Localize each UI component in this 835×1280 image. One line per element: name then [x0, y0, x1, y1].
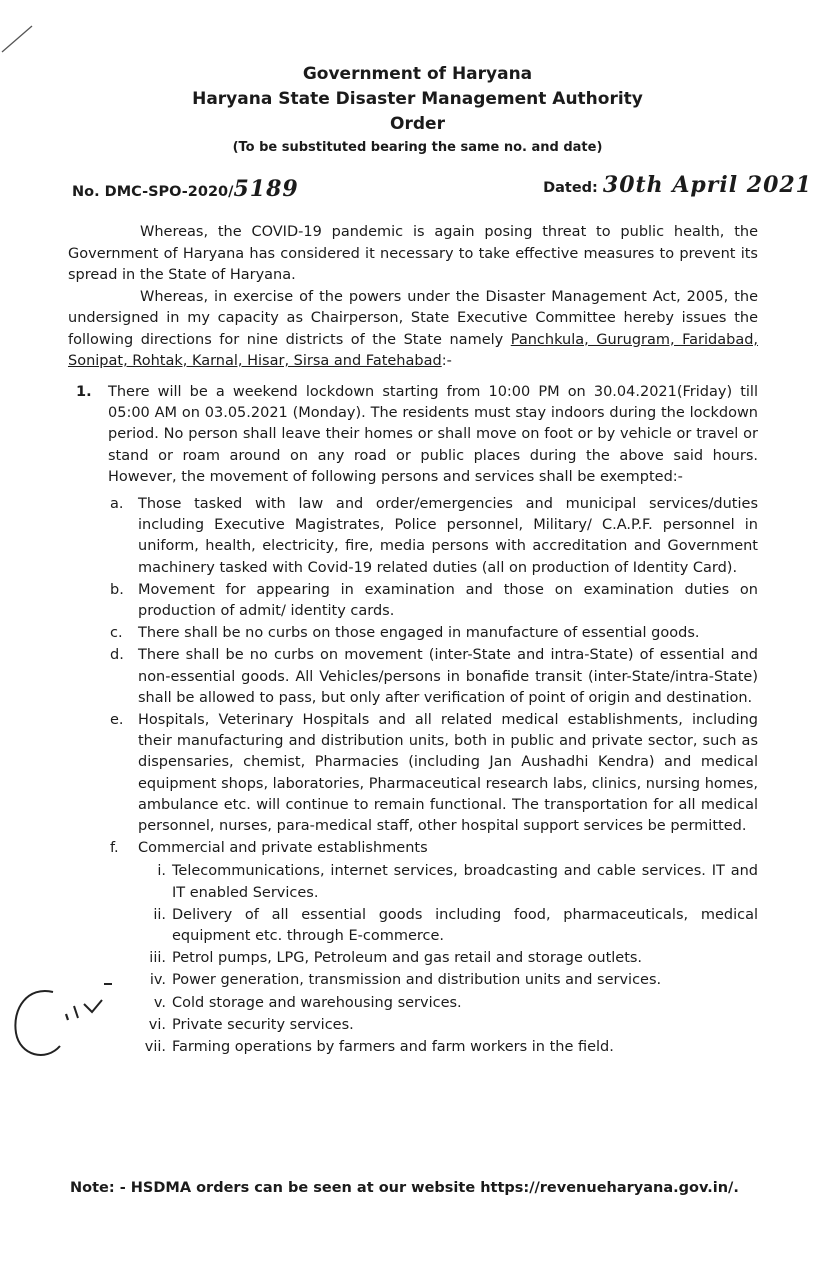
point-text: There will be a weekend lockdown starting from 10:00 PM on 30.04.2021(Friday) till 05:00 AM on 03.05.2021 (Monday). The residents must stay indoors during the lockdown period. No person shall leave their homes or shall move on foot or by vehicle or travel or stand or roam around on any road or public places during the above said hours. However, the movement of following persons and services shall be exempted:- — [108, 384, 758, 485]
roman-number: iv. — [149, 972, 166, 989]
district-list: Panchkula, Gurugram, Faridabad, Sonipat, Rohtak, Karnal, Hisar, Sirsa and Fatehabad — [68, 331, 759, 369]
list-item — [76, 623, 758, 644]
govt-title: Government of Haryana — [302, 64, 533, 84]
item-text: Those tasked with law and order/emergencies and municipal services/duties including Executive Magistrates, Police personnel, Military/ C.A.P.F. personnel in uniform, health, electricity, fire, media persons with accreditation and Government machinery tasked with Covid-19 related duties (all on production of Identity Card). — [138, 496, 758, 576]
item-text: There shall be no curbs on movement (inter-State and intra-State) of essential and non-essential goods. All Vehicles/persons in bonafide transit (inter-State/intra-State) shall be allowed to pass, but only after verification of point of origin and destination. — [138, 647, 758, 706]
roman-number: v. — [153, 994, 166, 1011]
item-letter: d. — [110, 647, 124, 664]
roman-text: Cold storage and warehousing services. — [172, 994, 462, 1011]
exemption-list — [76, 494, 758, 1058]
item-letter: c. — [110, 625, 123, 642]
item-text: There shall be no curbs on those engaged in manufacture of essential goods. — [138, 625, 700, 642]
roman-number: iii. — [149, 950, 166, 967]
item-letter: f. — [110, 840, 119, 857]
roman-item — [138, 970, 758, 991]
roman-text: Delivery of all essential goods including food, pharmaceuticals, medical equipment etc. through E-commerce. — [172, 906, 758, 945]
list-item — [76, 580, 758, 622]
list-item — [76, 494, 758, 579]
item-text: Commercial and private establishments — [138, 840, 428, 857]
roman-item — [138, 905, 758, 947]
order-header — [0, 62, 835, 159]
item-text: Movement for appearing in examination and those on examination duties on production of admit/ identity cards. — [138, 581, 758, 620]
handwritten-initials — [8, 978, 128, 1068]
roman-item — [138, 948, 758, 969]
order-date — [543, 172, 812, 198]
roman-item — [138, 1037, 758, 1058]
order-subtitle: (To be substituted bearing the same no. and date) — [232, 140, 603, 155]
reference-line — [72, 172, 812, 202]
order-number — [72, 176, 299, 202]
item-letter: e. — [110, 712, 124, 729]
roman-item — [138, 861, 758, 903]
paragraph-2-text: Whereas, in exercise of the powers under the Disaster Management Act, 2005, the undersigned in my capacity as Chairperson, State Executive Committee hereby issues the following directions for nine districts of the State namely — [68, 288, 758, 348]
website-note: Note: - HSDMA orders can be seen at our website https://revenueharyana.gov.in/. — [70, 1180, 739, 1196]
dated-label: Dated: — [543, 180, 598, 196]
preamble — [68, 222, 758, 373]
list-item — [76, 645, 758, 709]
pen-stroke-mark — [0, 22, 40, 62]
item-letter: a. — [110, 496, 124, 513]
roman-item — [138, 1015, 758, 1036]
roman-text: Farming operations by farmers and farm workers in the field. — [172, 1039, 614, 1056]
paragraph-1: Whereas, the COVID-19 pandemic is again posing threat to public health, the Government of Haryana has considered it necessary to take effective measures to prevent its spread in the State of Haryana. — [68, 224, 758, 283]
roman-text: Power generation, transmission and distribution units and services. — [172, 972, 662, 989]
roman-number: vi. — [148, 1016, 166, 1033]
roman-number: i. — [157, 863, 166, 880]
roman-number: ii. — [153, 906, 166, 923]
list-item — [76, 838, 758, 1058]
handwritten-order-number: 5189 — [233, 176, 299, 202]
authority-title: Haryana State Disaster Management Authority — [192, 89, 643, 109]
paragraph-2 — [68, 287, 758, 373]
handwritten-date: 30th April 2021 — [602, 172, 812, 198]
establishment-list — [138, 861, 758, 1058]
item-text: Hospitals, Veterinary Hospitals and all related medical establishments, including their manufacturing and distribution units, both in public and private sector, such as dispensaries, chemist, Pharmacies (including Jan Aushadhi Kendra) and medical equipment shops, laboratories, Pharmaceutical research labs, clinics, nursing homes, ambulance etc. will continue to remain functional. The transportation for all medical personnel, nurses, para-medical staff, other hospital support services be permitted. — [138, 712, 758, 835]
list-item — [76, 710, 758, 837]
order-title: Order — [390, 114, 445, 134]
roman-text: Petrol pumps, LPG, Petroleum and gas retail and storage outlets. — [172, 950, 643, 967]
roman-text: Telecommunications, internet services, broadcasting and cable services. IT and IT enabled Services. — [172, 863, 758, 901]
roman-item — [138, 993, 758, 1014]
direction-point-1 — [76, 382, 758, 1059]
point-number: 1. — [76, 384, 92, 400]
order-number-label: No. DMC-SPO-2020/ — [72, 184, 234, 200]
district-suffix: :- — [441, 353, 452, 369]
roman-number: vii. — [144, 1039, 166, 1056]
roman-text: Private security services. — [172, 1016, 354, 1033]
item-letter: b. — [110, 581, 124, 598]
